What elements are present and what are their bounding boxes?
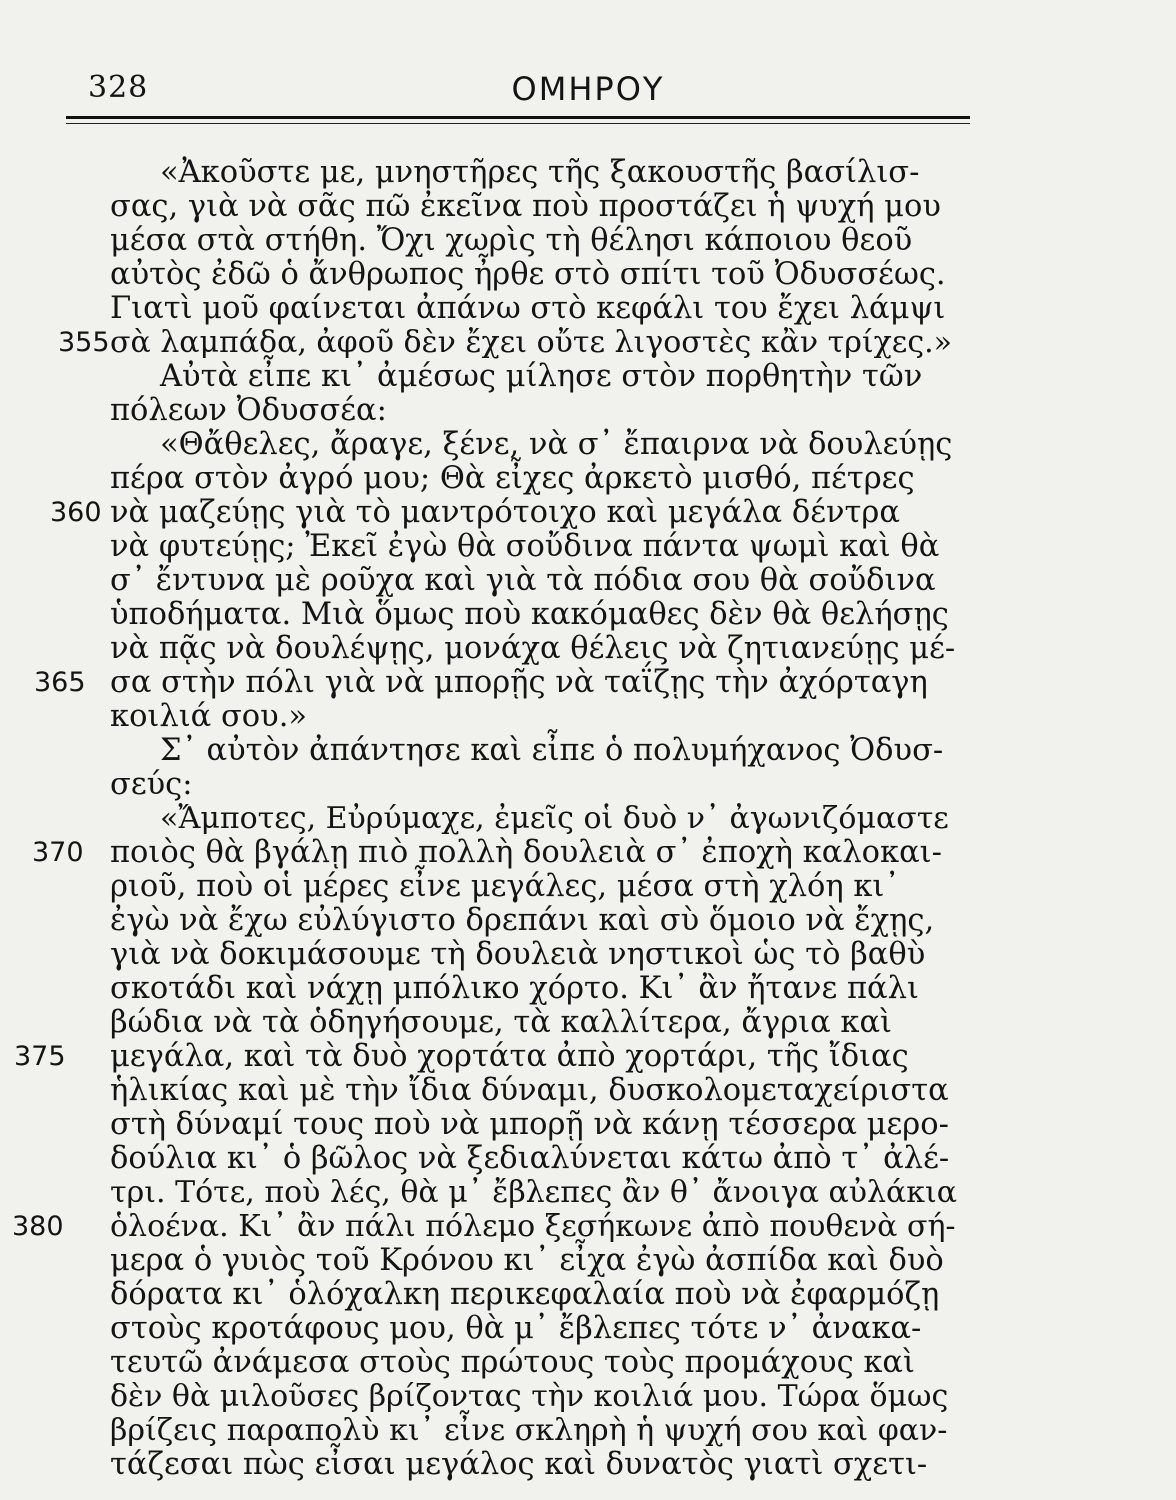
text-line: ἡλικίας καὶ μὲ τὴν ἴδια δύναμι, δυσκολομεταχείριστα xyxy=(110,1073,949,1108)
text-line: Γιατὶ μοῦ φαίνεται ἀπάνω στὸ κεφάλι του ἔχει λάμψι xyxy=(110,291,946,326)
text-line: Σ᾿ αὐτὸν ἀπάντησε καὶ εἶπε ὁ πολυμήχανος Ὀδυσ- xyxy=(160,733,944,768)
verse-line-number: 370 xyxy=(32,837,84,868)
verse-line-number: 360 xyxy=(50,497,102,528)
text-line: «Θἄθελες, ἄραγε, ξένε, νὰ σ᾿ ἔπαιρνα νὰ δουλεύῃς xyxy=(160,427,953,462)
text-line: τρι. Τότε, ποὺ λές, θὰ μ᾿ ἔβλεπες ἂν θ᾿ ἄνοιγα αὐλάκια xyxy=(110,1175,958,1210)
text-line: σκοτάδι καὶ νάχῃ μπόλικο χόρτο. Κι᾿ ἂν ἤτανε πάλι xyxy=(110,971,919,1006)
text-line: ριοῦ, ποὺ οἱ μέρες εἶνε μεγάλες, μέσα στὴ χλόη κι᾿ xyxy=(110,869,900,904)
text-line: δόρατα κι᾿ ὁλόχαλκη περικεφαλαία ποὺ νὰ ἐφαρμόζῃ xyxy=(110,1277,940,1312)
text-line: ὑποδήματα. Μιὰ ὅμως ποὺ κακόμαθες δὲν θὰ θελήσῃς xyxy=(110,597,949,632)
text-line: βώδια νὰ τὰ ὁδηγήσουμε, τὰ καλλίτερα, ἄγρια καὶ xyxy=(110,1005,893,1040)
text-line: μερα ὁ γυιὸς τοῦ Κρόνου κι᾿ εἶχα ἐγὼ ἀσπίδα καὶ δυὸ xyxy=(110,1243,944,1278)
text-line: νὰ φυτεύῃς; Ἐκεῖ ἐγὼ θὰ σοὔδινα πάντα ψωμὶ καὶ θὰ xyxy=(110,529,940,564)
verse-line-number: 355 xyxy=(58,327,110,358)
text-line: αὐτὸς ἐδῶ ὁ ἄνθρωπος ἦρθε στὸ σπίτι τοῦ Ὀδυσσέως. xyxy=(110,257,946,292)
text-line: τάζεσαι πὼς εἶσαι μεγάλος καὶ δυνατὸς γιατὶ σχετι- xyxy=(110,1447,928,1482)
page-number: 328 xyxy=(88,70,149,105)
text-line: σὰ λαμπάδα, ἀφοῦ δὲν ἔχει οὔτε λιγοστὲς κἂν τρίχες.» xyxy=(110,325,953,360)
text-line: σας, γιὰ νὰ σᾶς πῶ ἐκεῖνα ποὺ προστάζει ἡ ψυχή μου xyxy=(110,189,941,224)
text-line: σ᾿ ἔντυνα μὲ ροῦχα καὶ γιὰ τὰ πόδια σου θὰ σοὔδινα xyxy=(110,563,936,598)
text-line: νὰ μαζεύῃς γιὰ τὸ μαντρότοιχο καὶ μεγάλα δέντρα xyxy=(110,495,900,530)
text-line: βρίζεις παραπολὺ κι᾿ εἶνε σκληρὴ ἡ ψυχή σου καὶ φαν- xyxy=(110,1413,948,1448)
text-line: μέσα στὰ στήθη. Ὄχι χωρὶς τὴ θέλησι κάποιου θεοῦ xyxy=(110,223,913,258)
text-line: σα στὴν πόλι γιὰ νὰ μπορῇς νὰ ταΐζῃς τὴν ἀχόρταγη xyxy=(110,665,928,700)
running-title: ΟΜΗΡΟΥ xyxy=(511,70,665,108)
text-line: Αὐτὰ εἶπε κι᾿ ἀμέσως μίλησε στὸν πορθητὴν τῶν xyxy=(160,359,923,394)
text-line: «Ἀκοῦστε με, μνηστῆρες τῆς ξακουστῆς βασίλισ- xyxy=(160,155,920,190)
text-line: στὴ δύναμί τους ποὺ νὰ μπορῇ νὰ κάνῃ τέσσερα μερο- xyxy=(110,1107,949,1142)
text-line: νὰ πᾷς νὰ δουλέψῃς, μονάχα θέλεις νὰ ζητιανεύῃς μέ- xyxy=(110,631,956,666)
text-line: τευτῶ ἀνάμεσα στοὺς πρώτους τοὺς προμάχους καὶ xyxy=(110,1345,915,1380)
text-line: πέρα στὸν ἀγρό μου; Θὰ εἶχες ἀρκετὸ μισθό, πέτρες xyxy=(110,461,915,496)
text-line: δὲν θὰ μιλοῦσες βρίζοντας τὴν κοιλιά μου. Τώρα ὅμως xyxy=(110,1379,949,1414)
text-line: «Ἄμποτες, Εὐρύμαχε, ἐμεῖς οἱ δυὸ ν᾿ ἀγωνιζόμαστε xyxy=(160,801,949,836)
text-line: ὁλοένα. Κι᾿ ἂν πάλι πόλεμο ξεσήκωνε ἀπὸ πουθενὰ σή- xyxy=(110,1209,956,1244)
verse-line-number: 375 xyxy=(14,1041,66,1072)
text-line: ἐγὼ νὰ ἔχω εὐλύγιστο δρεπάνι καὶ σὺ ὅμοιο νὰ ἔχῃς, xyxy=(110,903,935,938)
text-line: δούλια κι᾿ ὁ βῶλος νὰ ξεδιαλύνεται κάτω ἀπὸ τ᾿ ἀλέ- xyxy=(110,1141,950,1176)
verse-line-number: 380 xyxy=(12,1211,64,1242)
text-line: γιὰ νὰ δοκιμάσουμε τὴ δουλειὰ νηστικοὶ ὡς τὸ βαθὺ xyxy=(110,937,926,972)
text-line: μεγάλα, καὶ τὰ δυὸ χορτάτα ἀπὸ χορτάρι, τῆς ἴδιας xyxy=(110,1039,909,1074)
text-line: κοιλιά σου.» xyxy=(110,699,308,734)
verse-line-number: 365 xyxy=(34,667,86,698)
text-line: πόλεων Ὀδυσσέα: xyxy=(110,393,387,428)
text-line: ποιὸς θὰ βγάλῃ πιὸ πολλὴ δουλειὰ σ᾿ ἐποχὴ καλοκαι- xyxy=(110,835,942,870)
text-line: στοὺς κροτάφους μου, θὰ μ᾿ ἔβλεπες τότε ν᾿ ἀνακα- xyxy=(110,1311,922,1346)
text-line: σεύς: xyxy=(110,767,193,802)
